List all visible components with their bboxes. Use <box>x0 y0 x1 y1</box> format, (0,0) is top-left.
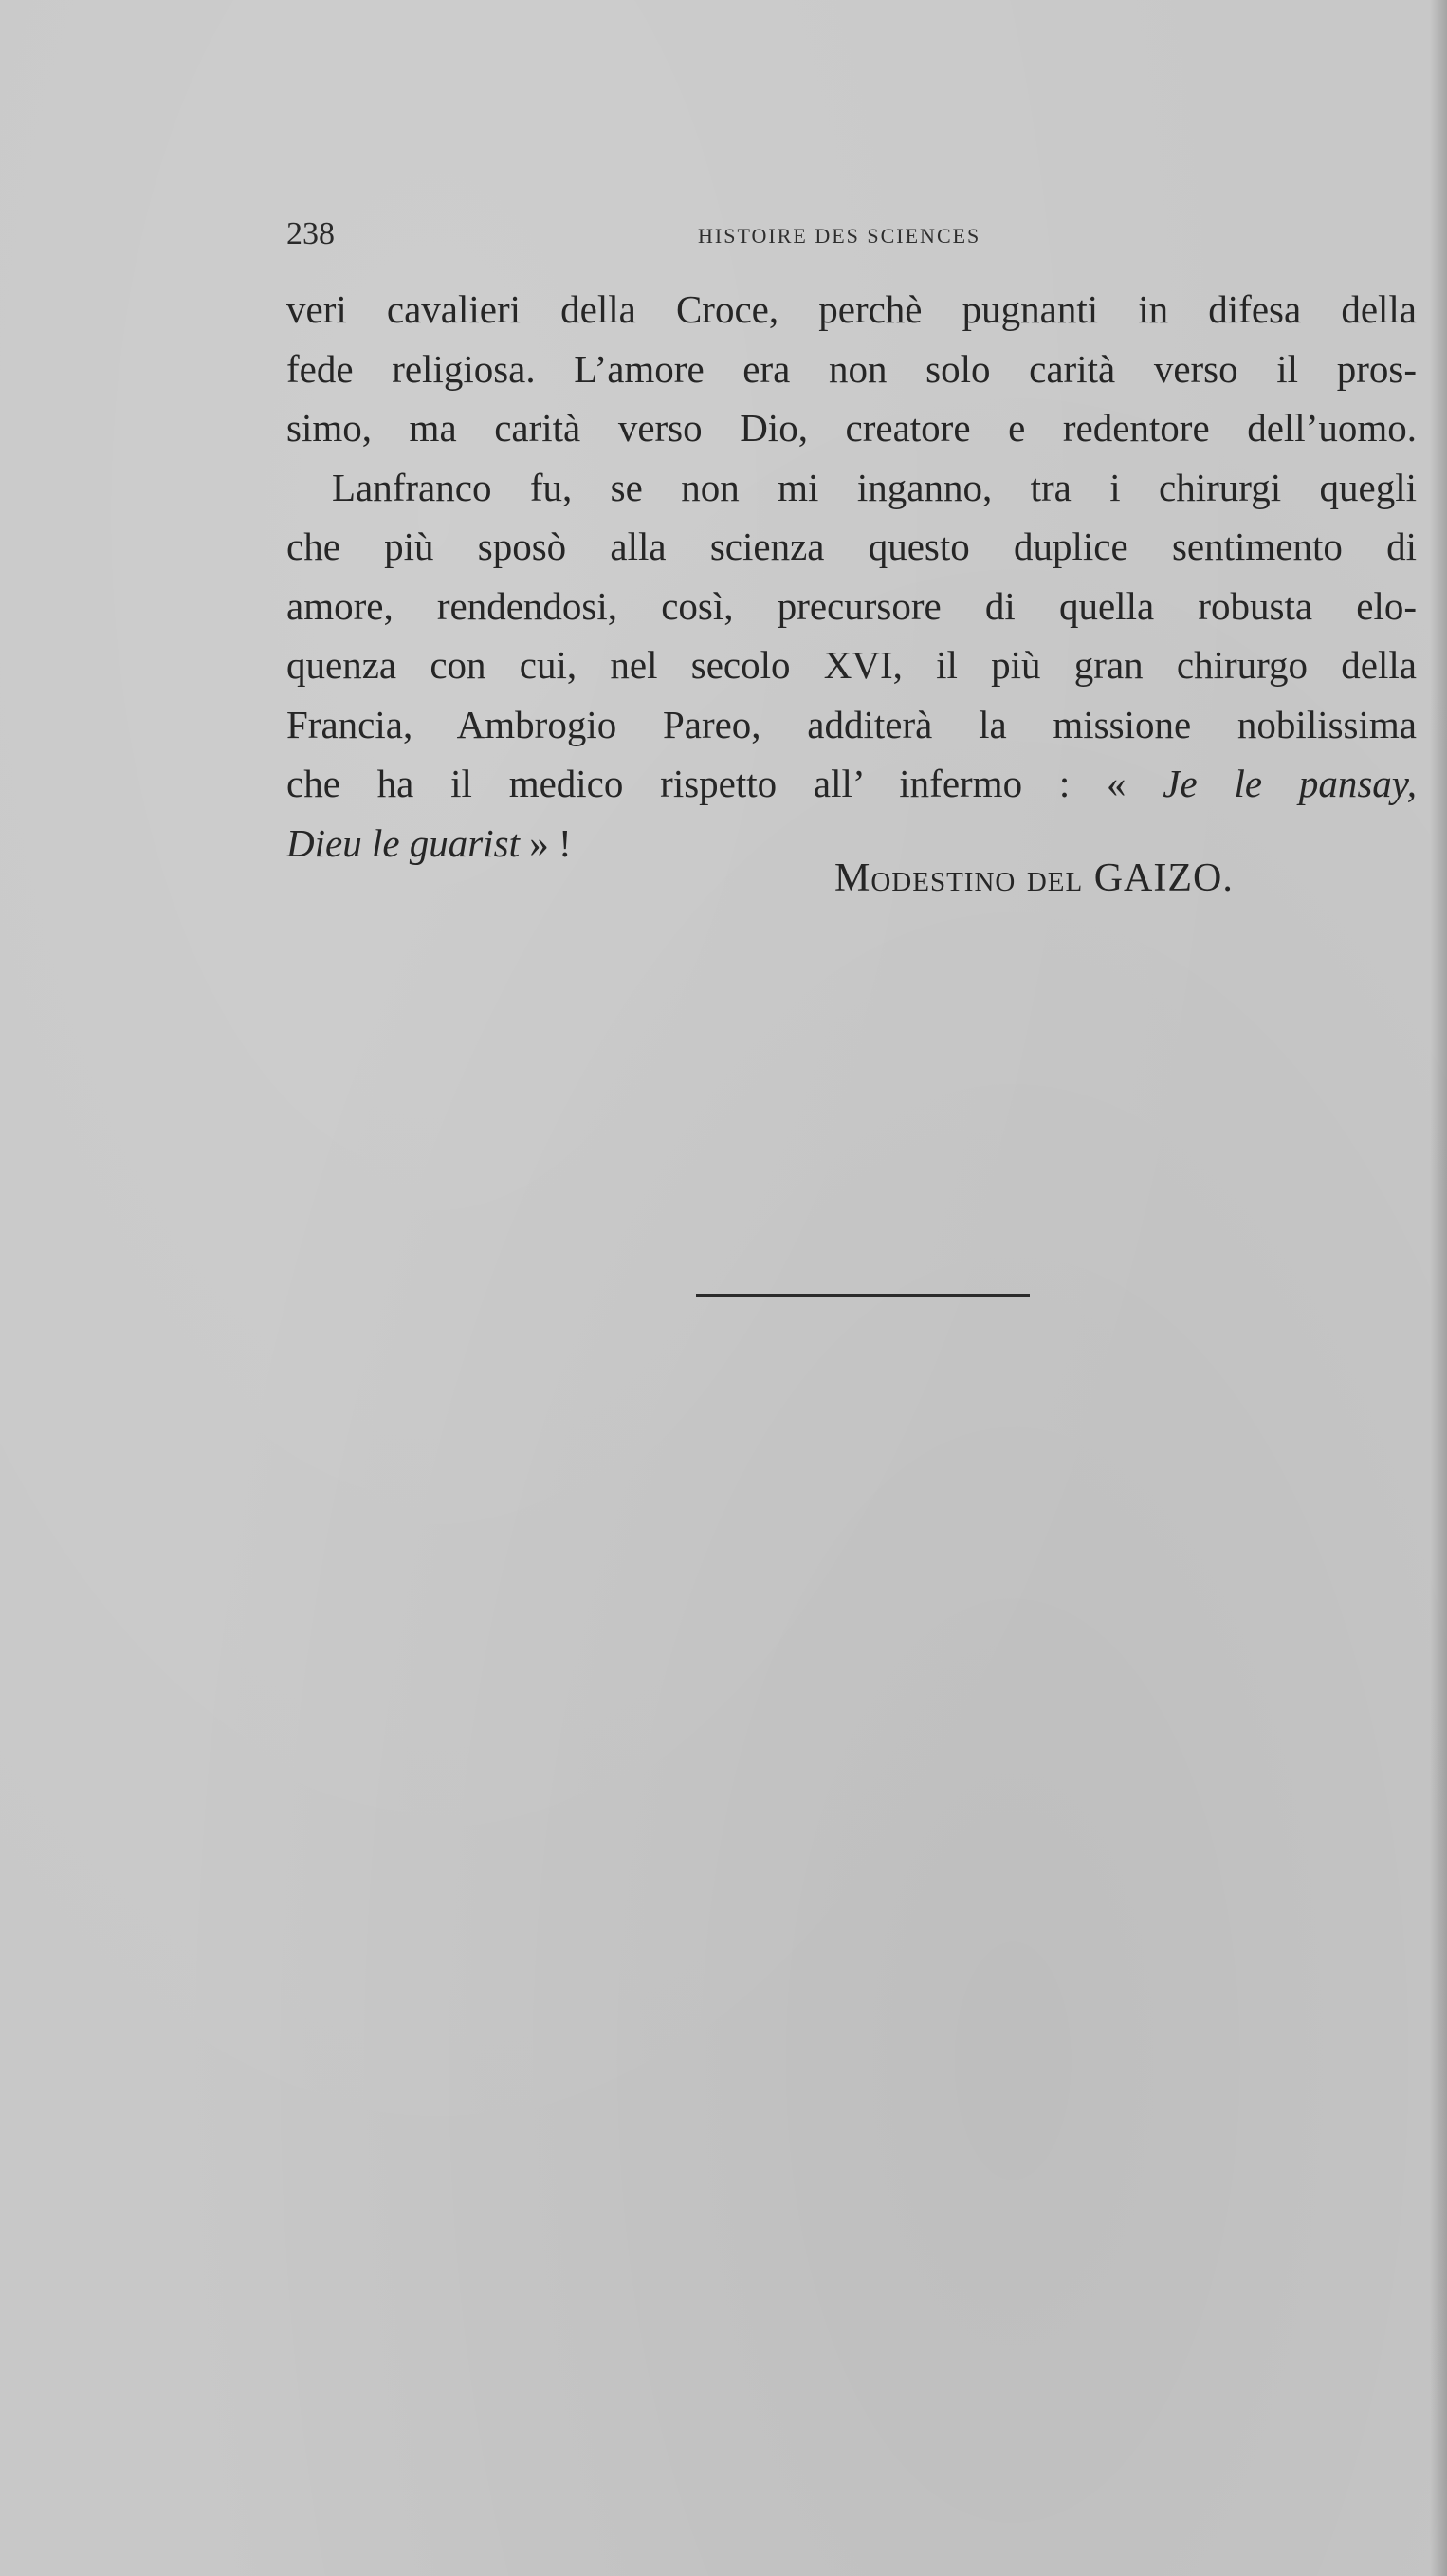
text-plain: che ha il medico rispetto all’ infermo : « <box>286 762 1163 805</box>
text-line: Francia, Ambrogio Pareo, additerà la missione nobilissima <box>286 702 1417 746</box>
page-header <box>286 216 1415 254</box>
end-rule <box>696 1294 1030 1297</box>
author-surname: GAIZO. <box>1093 856 1234 900</box>
text-line: fede religiosa. L’amore era non solo carità verso il pros- <box>286 346 1417 391</box>
body-text <box>286 280 1417 873</box>
text-line: Lanfranco fu, se non mi inganno, tra i chirurgi quegli <box>332 465 1417 509</box>
page-edge-shadow <box>1430 0 1447 2576</box>
text-line: simo, ma carità verso Dio, creatore e redentore dell’uomo. <box>286 406 1417 450</box>
author-signature <box>834 856 1234 901</box>
quote-italic: Dieu le guarist <box>286 820 520 865</box>
text-plain: » ! <box>519 820 572 865</box>
text-line: quenza con cui, nel secolo XVI, il più gran chirurgo della <box>286 643 1417 687</box>
running-head: HISTOIRE DES SCIENCES <box>698 224 981 248</box>
text-line <box>286 754 1417 814</box>
text-line: amore, rendendosi, così, precursore di quella robusta elo- <box>286 583 1417 628</box>
author-first-name: Modestino del <box>834 856 1084 900</box>
page-number: 238 <box>286 216 335 251</box>
quote-italic: Je le pansay, <box>1163 762 1417 805</box>
text-line: veri cavalieri della Croce, perchè pugnanti in difesa della <box>286 287 1417 331</box>
text-line: che più sposò alla scienza questo duplice sentimento di <box>286 524 1417 568</box>
